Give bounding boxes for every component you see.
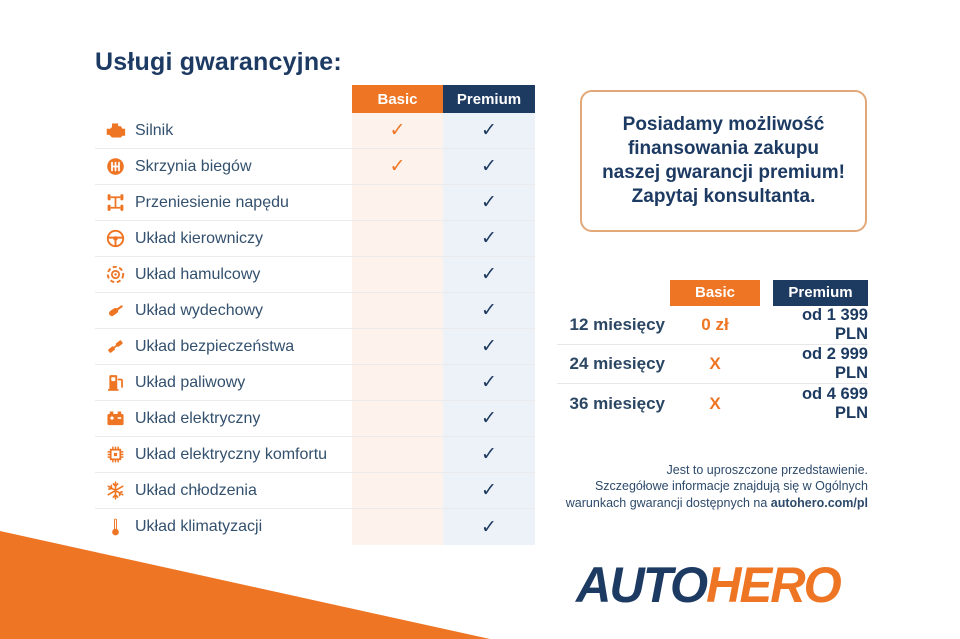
premium-check: ✓	[481, 300, 497, 321]
row-label: Układ elektryczny	[135, 409, 261, 427]
premium-check: ✓	[481, 480, 497, 501]
table-row	[95, 293, 535, 329]
premium-check: ✓	[481, 372, 497, 393]
logo-part-auto: AUTO	[576, 557, 707, 613]
pricing-row	[557, 345, 868, 384]
pricing-basic-value: X	[709, 354, 721, 373]
disclaimer-text	[448, 462, 868, 511]
snowflake-icon	[95, 480, 135, 501]
pricing-premium-value: od 1 399 PLN	[801, 306, 868, 343]
row-label: Skrzynia biegów	[135, 157, 252, 175]
pricing-period: 36 miesięcy	[569, 393, 665, 413]
pricing-basic-value: X	[709, 393, 721, 413]
premium-column-header: Premium	[443, 85, 535, 113]
pricing-premium-value: od 2 999 PLN	[801, 345, 868, 382]
row-label: Układ klimatyzacji	[135, 518, 263, 535]
premium-check: ✓	[481, 192, 497, 213]
row-label: Układ kierowniczy	[135, 229, 264, 247]
disclaimer-line: Jest to uproszczone przedstawienie.	[666, 463, 868, 477]
row-label: Układ paliwowy	[135, 373, 246, 391]
row-label: Układ bezpieczeństwa	[135, 337, 295, 355]
pricing-basic-value: 0 zł	[701, 315, 729, 334]
basic-column-header: Basic	[352, 85, 443, 113]
logo-part-hero: HERO	[706, 557, 840, 613]
thermometer-icon	[95, 517, 135, 538]
table-row	[95, 185, 535, 221]
table-row	[95, 221, 535, 257]
pricing-table	[557, 279, 868, 423]
pricing-basic-header: Basic	[670, 280, 760, 306]
table-row	[95, 329, 535, 365]
table-row	[95, 257, 535, 293]
premium-check: ✓	[481, 120, 497, 141]
brake-disc-icon	[95, 264, 135, 285]
steering-wheel-icon	[95, 228, 135, 249]
premium-check: ✓	[481, 408, 497, 429]
row-label: Układ elektryczny komfortu	[135, 445, 328, 463]
premium-check: ✓	[481, 264, 497, 285]
autohero-url-link[interactable]: autohero.com/pl	[770, 495, 868, 510]
disclaimer-line: Szczegółowe informacje znajdują się w Ogólnych	[594, 479, 868, 494]
row-label: Przeniesienie napędu	[135, 193, 289, 211]
premium-check: ✓	[481, 228, 497, 249]
engine-icon	[95, 120, 135, 141]
premium-check: ✓	[481, 516, 497, 538]
promo-line: finansowania zakupu	[627, 137, 820, 159]
basic-check: ✓	[389, 120, 406, 141]
seatbelt-icon	[95, 336, 135, 357]
pricing-row	[557, 306, 868, 345]
table-row	[95, 365, 535, 401]
exhaust-icon	[95, 300, 135, 321]
pricing-header-row	[557, 279, 868, 306]
pricing-row	[557, 384, 868, 423]
table-row	[95, 509, 535, 545]
chip-icon	[95, 444, 135, 465]
premium-check: ✓	[481, 444, 497, 465]
row-label: Silnik	[135, 121, 174, 139]
table-row	[95, 149, 535, 185]
drivetrain-icon	[95, 192, 135, 213]
pricing-premium-header: Premium	[773, 280, 868, 306]
table-row	[95, 401, 535, 437]
battery-icon	[95, 408, 135, 429]
pricing-premium-value: od 4 699 PLN	[801, 384, 868, 422]
premium-check: ✓	[481, 336, 497, 357]
row-label: Układ chłodzenia	[135, 481, 257, 499]
pricing-period: 24 miesięcy	[569, 354, 665, 373]
promo-line: Zapytaj konsultanta.	[631, 186, 816, 208]
pricing-period: 12 miesięcy	[569, 315, 665, 334]
row-label: Układ hamulcowy	[135, 265, 261, 283]
row-label: Układ wydechowy	[135, 301, 264, 319]
promo-line: naszej gwarancji premium!	[602, 162, 845, 183]
financing-promo-box	[580, 90, 867, 232]
promo-line: Posiadamy możliwość	[622, 113, 825, 135]
gearbox-icon	[95, 156, 135, 177]
fuel-pump-icon	[95, 372, 135, 393]
autohero-logo	[576, 556, 840, 614]
premium-check: ✓	[481, 156, 497, 177]
disclaimer-line: warunkach gwarancji dostępnych na autohero.com/pl	[565, 495, 868, 510]
corner-wedge-decoration	[0, 531, 490, 639]
page-title: Usługi gwarancyjne:	[95, 48, 342, 76]
table-row	[95, 113, 535, 149]
basic-check: ✓	[389, 156, 406, 177]
